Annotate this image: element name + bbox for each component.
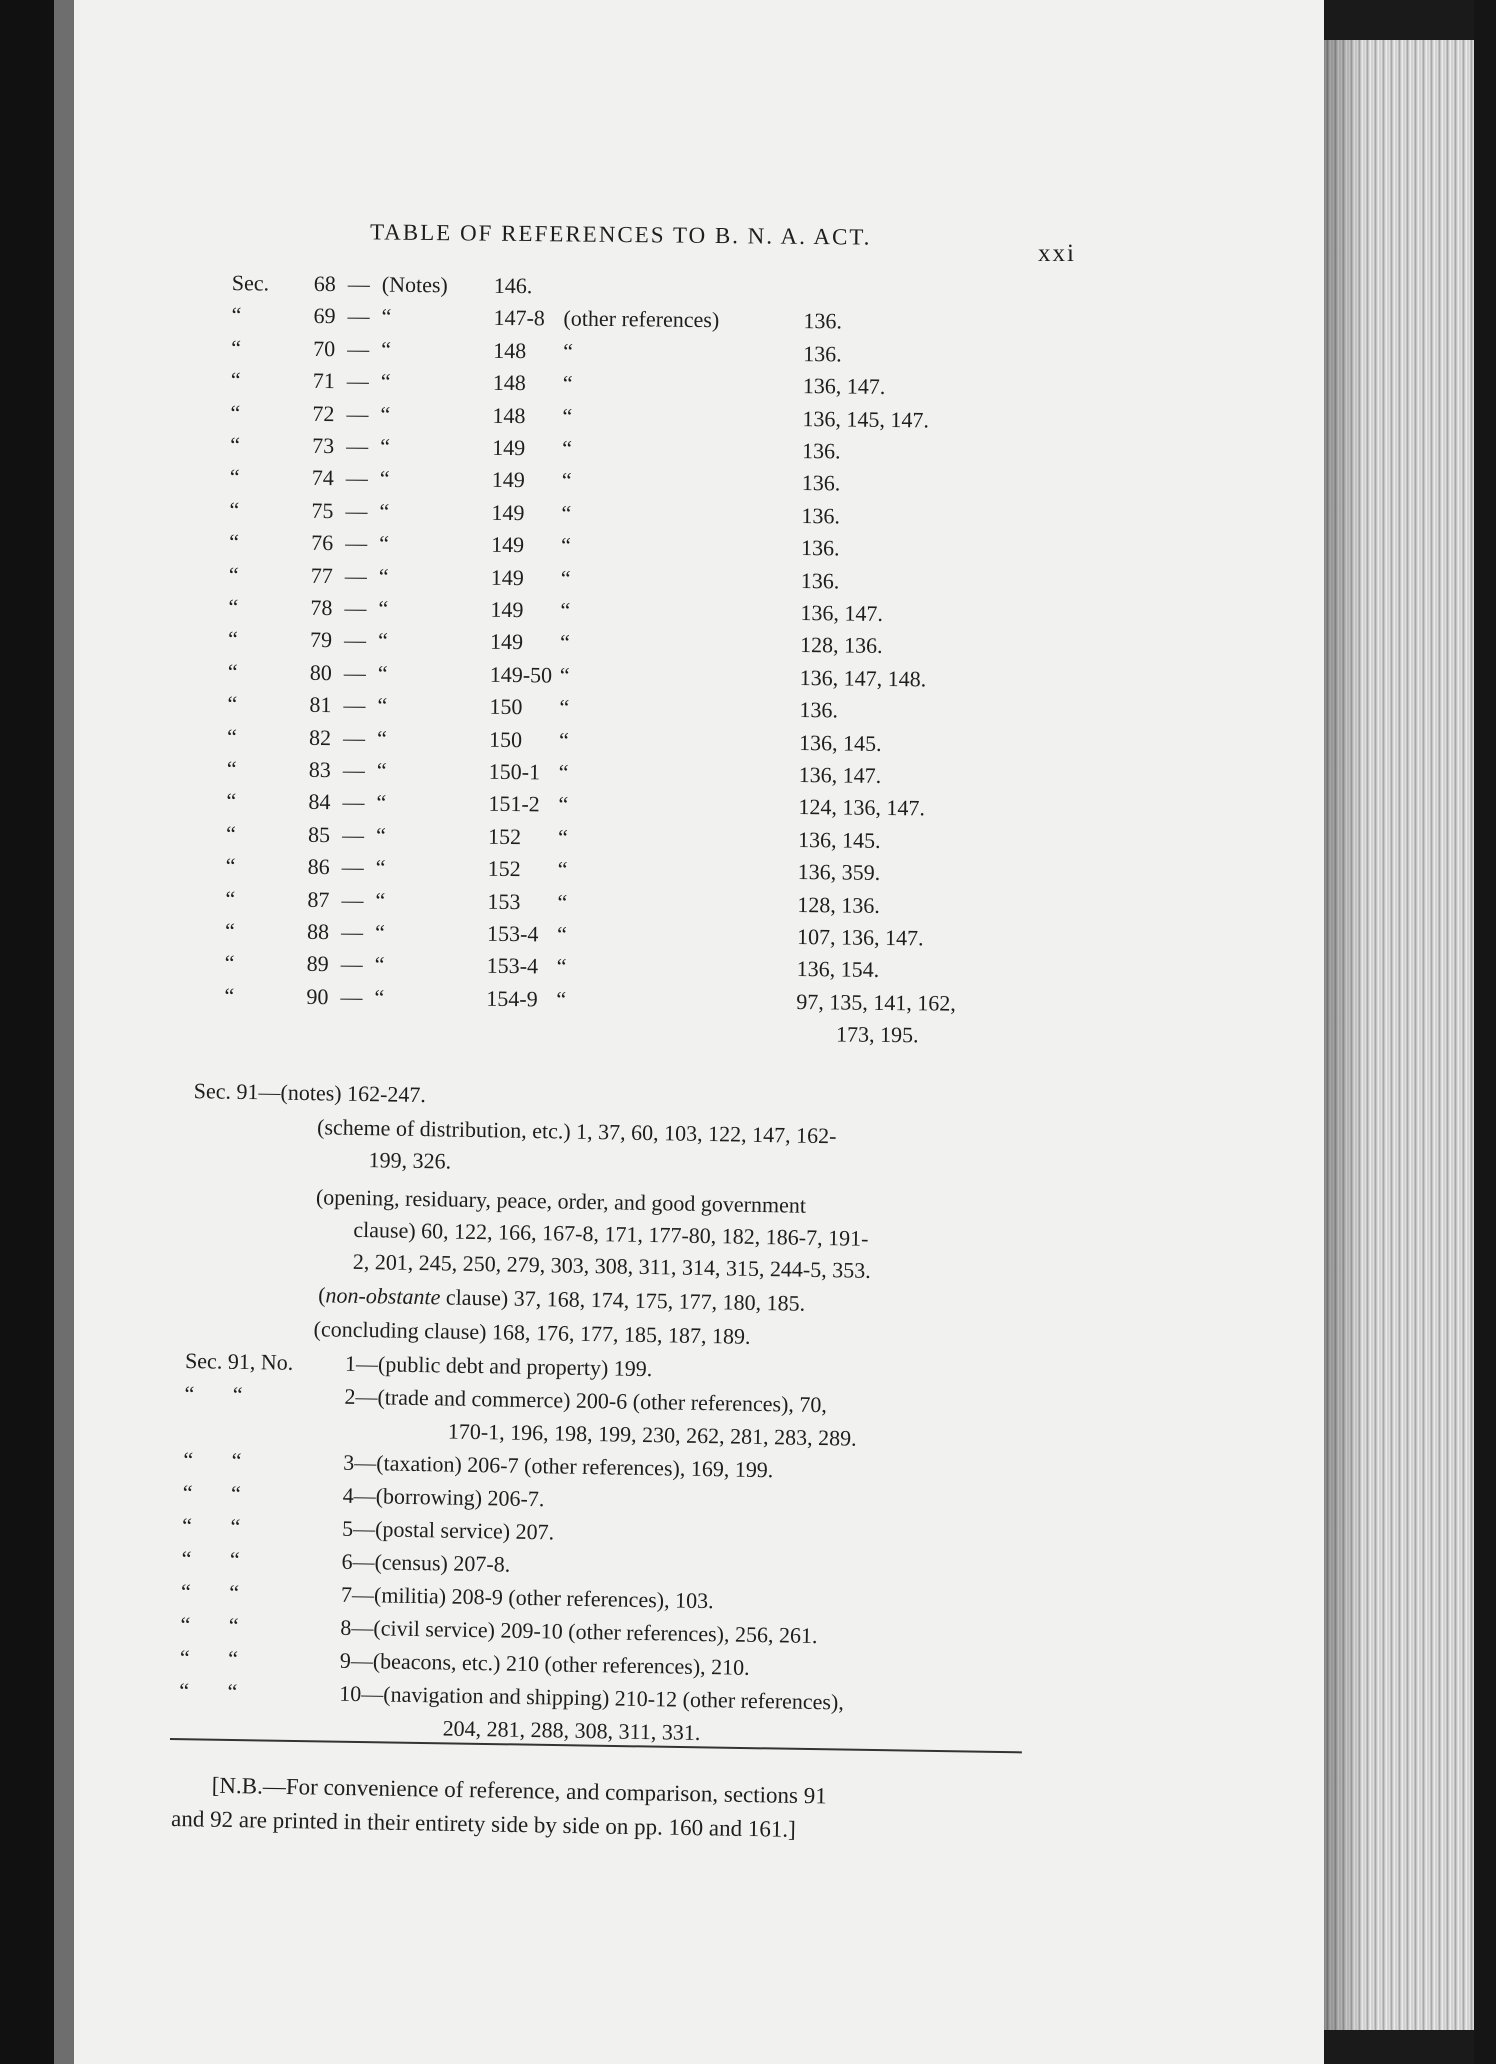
other-refs: 136. [802, 438, 841, 464]
dash: — [340, 984, 363, 1010]
other-marker: “ [556, 986, 567, 1012]
background-right [1474, 0, 1496, 2064]
section-number: 76 [311, 530, 334, 556]
notes-marker: “ [374, 984, 385, 1010]
other-marker: “ [556, 921, 567, 947]
other-refs: 107, 136, 147. [796, 924, 924, 951]
notes-marker: “ [381, 336, 392, 362]
notes-pages: 154-9 [486, 985, 538, 1012]
other-marker: “ [557, 889, 568, 915]
sec91-concluding: (concluding clause) 168, 176, 177, 185, 187, 189. [313, 1316, 751, 1349]
section-label: “ [225, 885, 236, 911]
sec91-non-obstante: (non-obstante clause) 37, 168, 174, 175, 177, 180, 185. [318, 1282, 806, 1316]
other-marker: “ [561, 500, 572, 526]
sec91-opening-cont-2: 2, 201, 245, 250, 279, 303, 308, 311, 314, 315, 244-5, 353. [352, 1248, 871, 1283]
section-number: 79 [310, 627, 333, 653]
notes-pages: 149 [490, 564, 524, 590]
other-marker: “ [563, 338, 574, 364]
section-number: 69 [313, 303, 336, 329]
other-refs: 136, 145. [798, 729, 882, 756]
page-stack-shadow [1324, 40, 1364, 2030]
section-number: 89 [306, 951, 329, 977]
dash: — [345, 530, 368, 556]
item-text: 5—(postal service) 207. [341, 1515, 555, 1545]
other-refs: 97, 135, 141, 162, [796, 988, 956, 1016]
section-label: “ [226, 788, 237, 814]
footnote-line-1: [N.B.—For convenience of reference, and comparison, sections 91 [211, 1772, 827, 1809]
section-label: “ [229, 529, 240, 555]
section-number: 80 [309, 659, 332, 685]
section-number: 85 [307, 821, 331, 847]
notes-marker: “ [381, 304, 392, 330]
dash: — [340, 919, 364, 945]
notes-pages: 152 [487, 855, 521, 882]
notes-marker: “ [375, 887, 386, 913]
notes-marker: “ [375, 822, 386, 848]
notes-marker: “ [378, 563, 389, 589]
dash: — [343, 692, 366, 718]
section-number: 81 [309, 692, 332, 718]
dash: — [342, 789, 365, 815]
dash: — [342, 724, 366, 751]
other-marker: “ [561, 467, 572, 494]
section-number: 83 [308, 756, 331, 783]
section-label: “ [229, 464, 240, 490]
item-prefix: Sec. 91, No. [184, 1347, 294, 1375]
dash: — [346, 433, 369, 459]
dash: — [346, 400, 369, 427]
reference-table [216, 270, 1124, 1069]
notes-pages: 147-8 [493, 305, 545, 331]
other-marker: “ [559, 629, 571, 656]
other-marker: “ [562, 370, 573, 396]
section-label: “ [228, 626, 239, 652]
section-number: 74 [311, 465, 334, 491]
section-label: “ [231, 334, 242, 360]
dash: — [347, 271, 370, 297]
other-marker: “ [558, 791, 569, 818]
other-refs-continued: 173, 195. [835, 1021, 919, 1048]
other-marker: “ [557, 856, 568, 882]
section-number: 75 [311, 497, 334, 523]
other-refs: 136, 147. [798, 762, 882, 788]
other-refs: 136, 145, 147. [802, 405, 930, 432]
other-refs: 136. [800, 535, 840, 561]
notes-pages: 153-4 [486, 920, 539, 947]
dash: — [344, 595, 367, 621]
section-number: 68 [313, 270, 336, 297]
notes-pages: 149 [491, 499, 525, 525]
notes-marker: “ [376, 757, 387, 783]
section-number: 87 [307, 886, 330, 912]
non-obstante-rest: clause) 37, 168, 174, 175, 177, 180, 185. [440, 1284, 806, 1316]
sec91-opening-cont-1: clause) 60, 122, 166, 167-8, 171, 177-80, 182, 186-7, 191- [353, 1216, 869, 1251]
section-number: 71 [312, 368, 335, 394]
notes-marker: “ [380, 401, 391, 427]
item-prefix: “ “ [180, 1611, 239, 1638]
notes-marker: (Notes) [381, 271, 448, 298]
section-label: “ [224, 982, 235, 1008]
item-text: 170-1, 196, 198, 199, 230, 262, 281, 283, 289. [447, 1418, 857, 1451]
section-label: “ [228, 561, 239, 587]
sec91-scheme-cont: 199, 326. [368, 1147, 452, 1174]
section-number: 77 [310, 562, 333, 588]
notes-pages: 148 [493, 337, 527, 363]
notes-marker: “ [379, 498, 390, 524]
section-number: 82 [308, 724, 332, 750]
other-marker: (other references) [563, 305, 720, 333]
notes-pages: 151-2 [488, 791, 540, 817]
other-refs: 136. [803, 308, 843, 334]
section-number: 84 [308, 789, 331, 815]
item-text: 6—(census) 207-8. [341, 1548, 511, 1577]
item-text: 4—(borrowing) 206-7. [342, 1482, 545, 1512]
section-label: “ [230, 399, 241, 425]
item-prefix: “ “ [179, 1644, 239, 1671]
notes-pages: 150 [488, 726, 523, 752]
facing-page-edge [54, 0, 74, 2064]
item-text: 10—(navigation and shipping) 210-12 (other references), [339, 1680, 845, 1715]
item-text: 7—(militia) 208-9 (other references), 103. [340, 1581, 714, 1614]
section-number: 88 [306, 918, 330, 945]
dash: — [343, 660, 366, 686]
other-refs: 124, 136, 147. [798, 794, 926, 821]
notes-marker: “ [377, 692, 388, 718]
other-refs: 136. [803, 340, 842, 367]
other-marker: “ [556, 953, 567, 980]
other-refs: 136. [800, 567, 840, 594]
section-label: “ [228, 594, 239, 620]
notes-pages: 150 [489, 693, 523, 720]
item-text: 1—(public debt and property) 199. [344, 1350, 653, 1382]
notes-pages: 149 [490, 596, 524, 623]
item-text: 2—(trade and commerce) 200-6 (other references), 70, [344, 1383, 828, 1418]
notes-pages: 152 [487, 823, 522, 849]
notes-pages: 149 [489, 629, 524, 655]
section-label: “ [227, 658, 238, 684]
other-refs: 128, 136. [797, 891, 881, 918]
running-header: TABLE OF REFERENCES TO B. N. A. ACT. [369, 219, 872, 250]
section-label: “ [230, 367, 241, 393]
italic-term: non-obstante [325, 1282, 441, 1310]
other-refs: 136. [801, 502, 841, 529]
section-label: “ [224, 950, 235, 976]
other-refs: 136. [801, 470, 841, 496]
dash: — [341, 886, 364, 913]
dash: — [341, 822, 365, 848]
other-marker: “ [559, 662, 570, 688]
book-gutter-shadow [0, 0, 54, 2064]
section-label: “ [231, 302, 242, 328]
dash: — [342, 757, 365, 783]
other-refs: 136, 147. [802, 373, 886, 400]
notes-marker: “ [380, 368, 391, 394]
notes-pages: 149-50 [489, 661, 553, 688]
dash: — [341, 854, 364, 880]
other-refs: 136, 147, 148. [799, 664, 927, 692]
section-label: “ [229, 496, 240, 522]
notes-marker: “ [378, 595, 389, 621]
other-marker: “ [561, 532, 572, 558]
sec91-scheme: (scheme of distribution, etc.) 1, 37, 60, 103, 122, 147, 162- [316, 1114, 837, 1149]
section-number: 78 [310, 594, 333, 621]
notes-marker: “ [377, 628, 389, 654]
other-marker: “ [559, 694, 570, 720]
section-label: “ [226, 756, 237, 782]
section-label: “ [230, 432, 241, 458]
other-marker: “ [557, 824, 568, 850]
footnote-line-2: and 92 are printed in their entirety side by side on pp. 160 and 161.] [170, 1805, 796, 1842]
other-refs: 128, 136. [799, 632, 883, 659]
other-refs: 136, 359. [797, 859, 881, 886]
item-text: 8—(civil service) 209-10 (other references), 256, 261. [340, 1614, 818, 1649]
other-marker: “ [558, 727, 569, 753]
notes-pages: 149 [492, 434, 526, 461]
sec91-heading: Sec. 91—(notes) 162-247. [193, 1078, 427, 1108]
notes-marker: “ [376, 725, 388, 751]
item-prefix: “ “ [184, 1380, 243, 1407]
notes-marker: “ [379, 530, 390, 556]
notes-marker: “ [375, 854, 386, 880]
dash: — [347, 336, 370, 362]
notes-pages: 153 [487, 888, 521, 914]
notes-marker: “ [380, 433, 391, 459]
dash: — [340, 951, 363, 977]
section-label: “ [224, 918, 235, 944]
item-text: 9—(beacons, etc.) 210 (other references), 210. [339, 1647, 750, 1680]
notes-pages: 148 [492, 370, 526, 396]
notes-marker: “ [377, 660, 388, 686]
other-marker: “ [562, 435, 573, 461]
dash: — [345, 498, 368, 524]
section-number: 86 [307, 854, 330, 880]
notes-pages: 153-4 [486, 953, 539, 979]
dash: — [345, 465, 368, 491]
other-marker: “ [562, 403, 573, 429]
section-number: 72 [312, 400, 335, 426]
section-label: “ [225, 820, 236, 846]
other-marker: “ [558, 759, 569, 785]
item-prefix: “ “ [181, 1545, 240, 1572]
other-refs: 136, 154. [796, 956, 880, 983]
dash: — [346, 368, 369, 394]
notes-marker: “ [374, 919, 385, 945]
item-prefix: “ “ [179, 1677, 238, 1704]
notes-pages: 146. [493, 272, 533, 299]
notes-pages: 149 [491, 467, 525, 493]
section-label: “ [226, 723, 238, 749]
section-label: Sec. [231, 270, 270, 296]
other-marker: “ [560, 597, 571, 623]
section-label: “ [227, 691, 238, 717]
item-text: 3—(taxation) 206-7 (other references), 169, 199. [343, 1449, 774, 1483]
section-number: 73 [312, 432, 335, 459]
dash: — [344, 562, 367, 589]
notes-marker: “ [374, 952, 385, 978]
sec91-opening: (opening, residuary, peace, order, and good government [315, 1184, 807, 1218]
item-prefix: “ “ [181, 1512, 241, 1539]
dash: — [343, 627, 367, 653]
other-refs: 136. [799, 697, 839, 723]
item-prefix: “ “ [180, 1578, 240, 1605]
dash: — [347, 303, 370, 329]
section-number: 70 [313, 335, 336, 361]
notes-pages: 149 [491, 532, 525, 558]
item-prefix: “ “ [183, 1446, 242, 1473]
notes-pages: 150-1 [488, 758, 541, 785]
page-number: xxi [1038, 240, 1076, 267]
notes-marker: “ [379, 466, 390, 492]
other-refs: 136, 145. [797, 826, 881, 853]
notes-pages: 148 [492, 402, 526, 428]
other-refs: 136, 147. [800, 600, 884, 626]
notes-marker: “ [376, 790, 387, 816]
item-prefix: “ “ [182, 1479, 242, 1506]
section-label: “ [225, 853, 236, 879]
other-marker: “ [560, 565, 571, 591]
item-text: 204, 281, 288, 308, 311, 331. [442, 1715, 701, 1746]
section-number: 90 [306, 983, 329, 1009]
